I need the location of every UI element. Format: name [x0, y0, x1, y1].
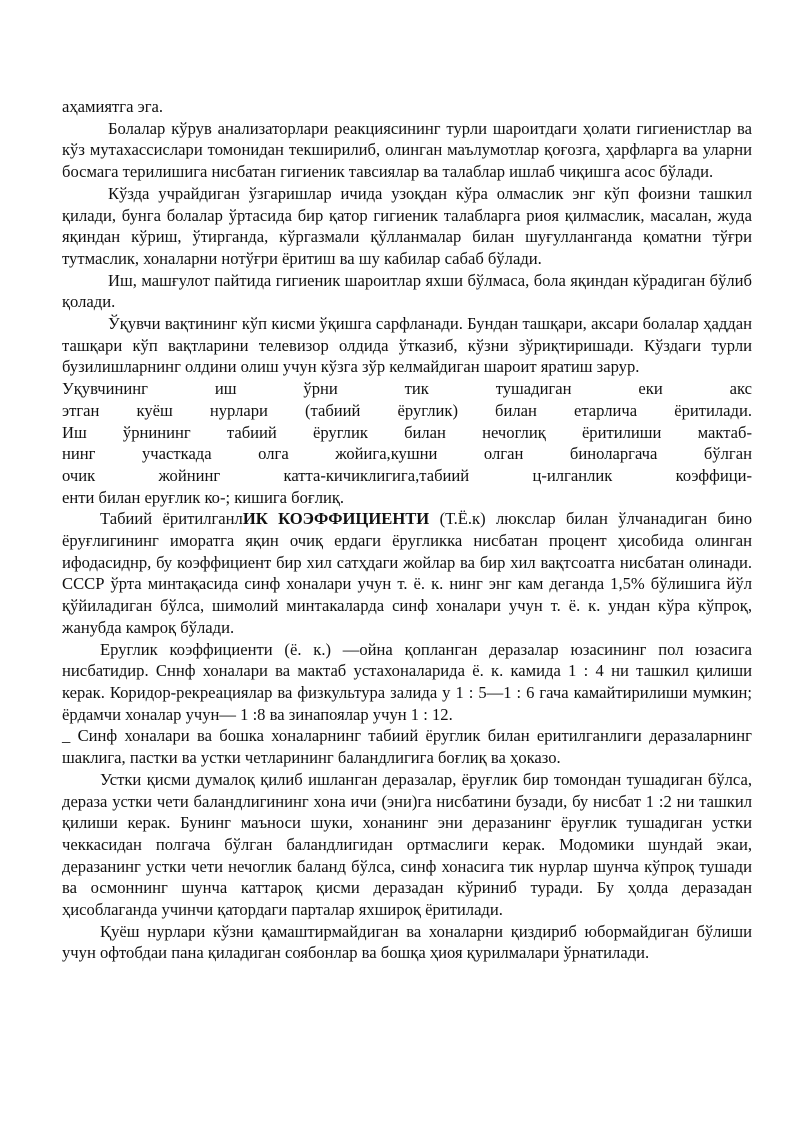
term-coefficient: ИК КОЭФФИЦИЕНТИ — [242, 509, 430, 529]
paragraph-5-line: этган куёш нурлари (табиий ёруглик) билан етарлича ёритилади. — [62, 400, 752, 420]
paragraph-5 — [62, 378, 752, 508]
paragraph-6 — [62, 508, 752, 638]
paragraph-5-line: Уқувчининг иш ўрни тик тушадиган еки акс — [62, 379, 752, 399]
paragraph-8: _ Синф хоналари ва бошка хоналарнинг табиий ёруглик билан еритилганлиги деразаларнинг шаклига, пастки ва устки четларининг баландлигига боғлиқ ва ҳоказо. — [62, 726, 752, 768]
paragraph-7: Еруглик коэффициенти (ё. к.) —ойна қопланган деразалар юзасининг пол юзасига нисбатидир. Сннф хоналари ва мактаб устахоналарида ё. к. камида 1 : 4 ни ташкил қилиши керак. Коридор-рекреациялар ва физкультура залида у 1 : 5—1 : 6 гача камайтирилиши мумкин; ёрдамчи хоналар учун— 1 :8 ва зинапоялар учун 1 : 12. — [62, 639, 752, 724]
paragraph-10: Қуёш нурлари кўзни қамаштирмайдиган ва хоналарни қиздириб юбормайдиган бўлиши учун офтобдаи пана қиладиган соябонлар ва бошқа ҳиоя қурилмалари ўрнатилади. — [62, 921, 752, 963]
paragraph-5-line: нинг участкада олга жойига,кушни олган биноларгача бўлган — [62, 444, 752, 464]
paragraph-4: Ўқувчи вақтининг кўп кисми ўқишга сарфланади. Бундан ташқари, аксари болалар ҳаддан ташқари кўп вақтларини телевизор олдида ўтказиб, кўзни зўриқтиришади. Кўздаги турли бузилишларнинг олдини олиш учун кўзга зўр келмайдиган шароит яратиш зарур. — [62, 314, 752, 377]
paragraph-5-line: енти билан еруғлик ко-; кишига боғлиқ. — [62, 487, 345, 507]
paragraph-0: аҳамиятга эга. — [62, 97, 164, 116]
paragraph-6-body: (Т.Ё.к) люкслар билан ўлчанадиган бино ёруғлигининг иморатга яқин очиқ ердаги ёругликка нисбатан процент ҳисобида олинган ифодасиднр, бу коэффициент бир хил сатҳдаги жойлар ва бир хил вақтсоатга нисбатан олинади. СССР ўрта минтақасида синф хоналари учун т. ё. к. нинг энг кам деганда 1,5% бўлишига йўл қўйиладиган бўлса, шимолий минтакаларда синф хоналари учун т. ё. к. ундан кўра кўпроқ, жанубда камроқ бўлади. — [62, 509, 753, 637]
paragraph-3: Иш, машғулот пайтида гигиеник шароитлар яхши бўлмаса, бола яқиндан кўрадиган бўлиб қолади. — [62, 270, 752, 312]
paragraph-9: Устки қисми думалоқ қилиб ишланган деразалар, ёруғлик бир томондан тушадиган бўлса, дераза устки чети баландлигининг хона ичи (эни)га нисбатини бузади, бу нисбат 1 :2 ни ташкил қилиши керак. Бунинг маъноси шуки, хонанинг эни деразанинг ёруғлик тушадиган устки чеккасидан полгача бўлган баландлигидан ортмаслиги керак. Модомики шундай экаи, деразанинг устки чети нечоглик баланд бўлса, синф хонасига тик нурлар шунча кўпроқ тушади ва осмоннинг шунча каттароқ қисми деразадан кўриниб туради. Бу ҳолда деразадан ҳисоблаганда учинчи қатордаги парталар яхшироқ ёритилади. — [62, 769, 752, 920]
document-page — [62, 96, 752, 964]
paragraph-6-lead: Табиий ёритилганл — [100, 509, 243, 529]
paragraph-5-line: очик жойнинг катта-кичиклигига,табиий ц-илганлик коэффици- — [62, 465, 752, 485]
paragraph-1: Болалар кўрув анализаторлари реакциясининг турли шароитдаги ҳолати гигиенистлар ва кўз мутахассислари томонидан текширилиб, олинган маълумотлар қоғозга, ҳарфларга ва уларни босмага терилишига нисбатан гигиеник тавсиялар ва талаблар ишлаб чиқишга асос бўлади. — [62, 118, 752, 182]
paragraph-5-line: Иш ўрнининг табиий ёруглик билан нечоглиқ ёритилиши мактаб- — [62, 422, 752, 442]
paragraph-2: Кўзда учрайдиган ўзгаришлар ичида узоқдан кўра олмаслик энг кўп фоизни ташкил қилади, бунга болалар ўртасида бир қатор гигиеник талабларга риоя қилмаслик, масалан, жуда яқиндан кўриш, ўтирганда, кўргазмали қўлланмалар билан шуғулланганда қоматни тўғри тутмаслик, хоналарни нотўғри ёритиш ва шу кабилар сабаб бўлади. — [62, 183, 752, 268]
